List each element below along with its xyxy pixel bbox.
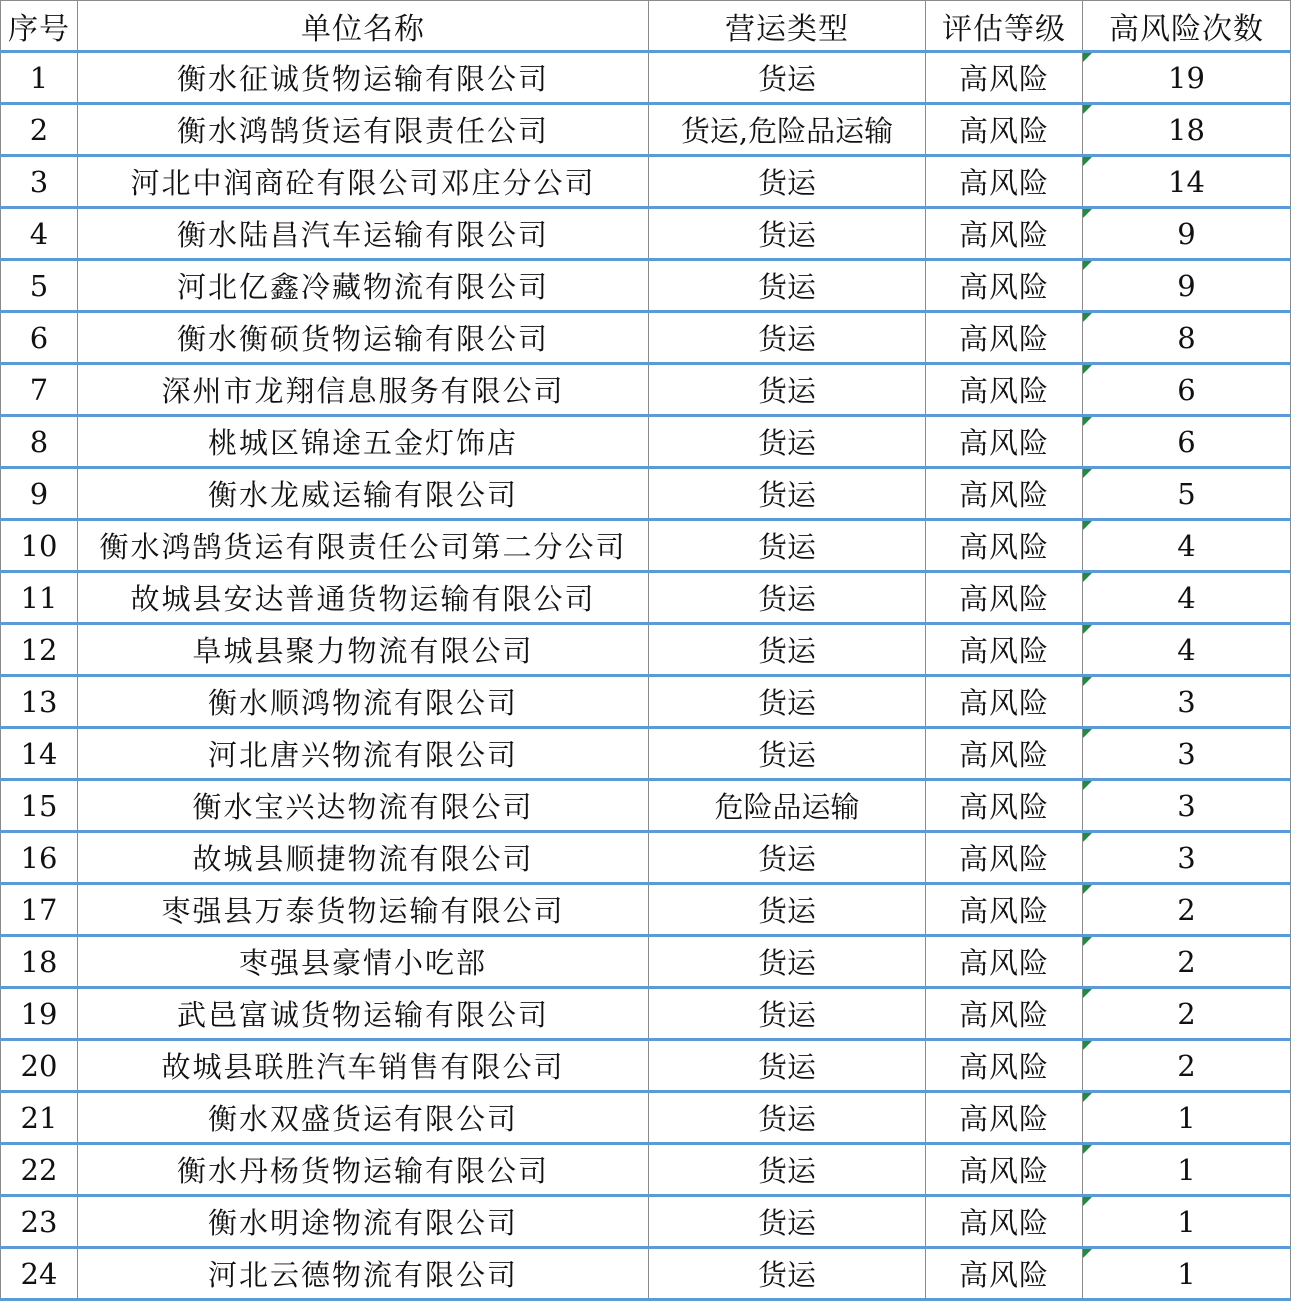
cell-unit-name: 枣强县万泰货物运输有限公司 [78, 884, 649, 936]
comment-indicator-icon [1083, 781, 1092, 790]
cell-assessment-level: 高风险 [926, 104, 1083, 156]
table-row [1, 936, 1291, 988]
count-value: 3 [1177, 736, 1196, 771]
cell-unit-name: 枣强县豪情小吃部 [78, 936, 649, 988]
cell-unit-name: 武邑富诚货物运输有限公司 [78, 988, 649, 1040]
count-value: 1 [1177, 1152, 1196, 1187]
cell-assessment-level: 高风险 [926, 156, 1083, 208]
cell-assessment-level: 高风险 [926, 1248, 1083, 1300]
cell-index: 10 [1, 520, 78, 572]
count-value: 8 [1177, 320, 1196, 355]
cell-assessment-level: 高风险 [926, 728, 1083, 780]
cell-operation-type: 货运 [649, 728, 926, 780]
cell-high-risk-count [1083, 520, 1291, 572]
count-value: 9 [1177, 216, 1196, 251]
cell-high-risk-count [1083, 624, 1291, 676]
cell-index: 7 [1, 364, 78, 416]
cell-unit-name: 衡水鸿鹄货运有限责任公司第二分公司 [78, 520, 649, 572]
count-value: 9 [1177, 268, 1196, 303]
cell-high-risk-count [1083, 52, 1291, 104]
cell-operation-type: 货运 [649, 156, 926, 208]
cell-index: 3 [1, 156, 78, 208]
cell-operation-type: 货运 [649, 364, 926, 416]
count-value: 2 [1177, 996, 1196, 1031]
comment-indicator-icon [1083, 729, 1092, 738]
table-row [1, 416, 1291, 468]
count-value: 18 [1168, 112, 1205, 147]
cell-index: 22 [1, 1144, 78, 1196]
cell-assessment-level: 高风险 [926, 988, 1083, 1040]
count-value: 4 [1177, 528, 1196, 563]
cell-unit-name: 河北中润商砼有限公司邓庄分公司 [78, 156, 649, 208]
cell-high-risk-count [1083, 364, 1291, 416]
table-row [1, 52, 1291, 104]
comment-indicator-icon [1083, 209, 1092, 218]
table-row [1, 104, 1291, 156]
table-row [1, 1144, 1291, 1196]
count-value: 2 [1177, 1048, 1196, 1083]
cell-unit-name: 河北亿鑫冷藏物流有限公司 [78, 260, 649, 312]
cell-operation-type: 货运 [649, 468, 926, 520]
cell-assessment-level: 高风险 [926, 1092, 1083, 1144]
cell-operation-type: 货运 [649, 1248, 926, 1300]
cell-high-risk-count [1083, 572, 1291, 624]
cell-high-risk-count [1083, 884, 1291, 936]
header-index: 序号 [1, 1, 78, 52]
cell-assessment-level: 高风险 [926, 676, 1083, 728]
cell-index: 16 [1, 832, 78, 884]
cell-index: 21 [1, 1092, 78, 1144]
count-value: 1 [1177, 1204, 1196, 1239]
cell-unit-name: 衡水宝兴达物流有限公司 [78, 780, 649, 832]
table-row [1, 1040, 1291, 1092]
count-value: 1 [1177, 1256, 1196, 1291]
cell-index: 15 [1, 780, 78, 832]
cell-high-risk-count [1083, 728, 1291, 780]
cell-assessment-level: 高风险 [926, 624, 1083, 676]
comment-indicator-icon [1083, 157, 1092, 166]
table-row [1, 1092, 1291, 1144]
cell-index: 2 [1, 104, 78, 156]
cell-high-risk-count [1083, 780, 1291, 832]
cell-high-risk-count [1083, 156, 1291, 208]
count-value: 3 [1177, 840, 1196, 875]
cell-operation-type: 货运 [649, 676, 926, 728]
cell-assessment-level: 高风险 [926, 572, 1083, 624]
cell-index: 23 [1, 1196, 78, 1248]
comment-indicator-icon [1083, 417, 1092, 426]
table-row [1, 572, 1291, 624]
cell-operation-type: 货运 [649, 312, 926, 364]
comment-indicator-icon [1083, 521, 1092, 530]
count-value: 6 [1177, 424, 1196, 459]
cell-high-risk-count [1083, 416, 1291, 468]
count-value: 5 [1177, 476, 1196, 511]
table-row [1, 884, 1291, 936]
header-assessment-level: 评估等级 [926, 1, 1083, 52]
cell-operation-type: 货运 [649, 988, 926, 1040]
cell-index: 24 [1, 1248, 78, 1300]
cell-unit-name: 衡水丹杨货物运输有限公司 [78, 1144, 649, 1196]
cell-index: 4 [1, 208, 78, 260]
comment-indicator-icon [1083, 1041, 1092, 1050]
cell-high-risk-count [1083, 208, 1291, 260]
cell-operation-type: 货运,危险品运输 [649, 104, 926, 156]
cell-index: 20 [1, 1040, 78, 1092]
comment-indicator-icon [1083, 1249, 1092, 1258]
cell-unit-name: 河北唐兴物流有限公司 [78, 728, 649, 780]
comment-indicator-icon [1083, 885, 1092, 894]
count-value: 6 [1177, 372, 1196, 407]
cell-index: 5 [1, 260, 78, 312]
cell-operation-type: 货运 [649, 52, 926, 104]
count-value: 3 [1177, 684, 1196, 719]
cell-operation-type: 货运 [649, 936, 926, 988]
cell-high-risk-count [1083, 676, 1291, 728]
cell-operation-type: 货运 [649, 572, 926, 624]
comment-indicator-icon [1083, 625, 1092, 634]
cell-index: 12 [1, 624, 78, 676]
table-row [1, 364, 1291, 416]
table-row [1, 780, 1291, 832]
count-value: 3 [1177, 788, 1196, 823]
cell-index: 1 [1, 52, 78, 104]
cell-assessment-level: 高风险 [926, 52, 1083, 104]
cell-assessment-level: 高风险 [926, 1196, 1083, 1248]
cell-assessment-level: 高风险 [926, 260, 1083, 312]
cell-high-risk-count [1083, 468, 1291, 520]
count-value: 2 [1177, 944, 1196, 979]
header-row [1, 1, 1291, 52]
cell-operation-type: 货运 [649, 884, 926, 936]
header-high-risk-count: 高风险次数 [1083, 1, 1291, 52]
cell-unit-name: 衡水鸿鹄货运有限责任公司 [78, 104, 649, 156]
cell-assessment-level: 高风险 [926, 520, 1083, 572]
comment-indicator-icon [1083, 105, 1092, 114]
cell-assessment-level: 高风险 [926, 1040, 1083, 1092]
cell-high-risk-count [1083, 260, 1291, 312]
table-row [1, 988, 1291, 1040]
comment-indicator-icon [1083, 365, 1092, 374]
count-value: 4 [1177, 580, 1196, 615]
cell-index: 9 [1, 468, 78, 520]
table-row [1, 728, 1291, 780]
count-value: 4 [1177, 632, 1196, 667]
cell-index: 18 [1, 936, 78, 988]
cell-unit-name: 河北云德物流有限公司 [78, 1248, 649, 1300]
cell-high-risk-count [1083, 936, 1291, 988]
table-row [1, 624, 1291, 676]
cell-assessment-level: 高风险 [926, 312, 1083, 364]
cell-index: 17 [1, 884, 78, 936]
table-row [1, 1196, 1291, 1248]
cell-operation-type: 货运 [649, 520, 926, 572]
cell-operation-type: 货运 [649, 832, 926, 884]
cell-high-risk-count [1083, 1144, 1291, 1196]
table-row [1, 312, 1291, 364]
cell-assessment-level: 高风险 [926, 1144, 1083, 1196]
comment-indicator-icon [1083, 261, 1092, 270]
cell-assessment-level: 高风险 [926, 936, 1083, 988]
cell-high-risk-count [1083, 988, 1291, 1040]
cell-unit-name: 故城县联胜汽车销售有限公司 [78, 1040, 649, 1092]
table-row [1, 1248, 1291, 1300]
cell-high-risk-count [1083, 104, 1291, 156]
cell-assessment-level: 高风险 [926, 832, 1083, 884]
cell-operation-type: 货运 [649, 1144, 926, 1196]
cell-assessment-level: 高风险 [926, 416, 1083, 468]
cell-unit-name: 衡水明途物流有限公司 [78, 1196, 649, 1248]
cell-unit-name: 故城县安达普通货物运输有限公司 [78, 572, 649, 624]
cell-high-risk-count [1083, 1248, 1291, 1300]
comment-indicator-icon [1083, 1093, 1092, 1102]
cell-assessment-level: 高风险 [926, 468, 1083, 520]
header-unit-name: 单位名称 [78, 1, 649, 52]
cell-operation-type: 货运 [649, 624, 926, 676]
cell-unit-name: 衡水衡硕货物运输有限公司 [78, 312, 649, 364]
comment-indicator-icon [1083, 1145, 1092, 1154]
count-value: 19 [1168, 60, 1205, 95]
cell-index: 19 [1, 988, 78, 1040]
comment-indicator-icon [1083, 53, 1092, 62]
header-operation-type: 营运类型 [649, 1, 926, 52]
table-body [1, 52, 1291, 1300]
cell-unit-name: 衡水双盛货运有限公司 [78, 1092, 649, 1144]
cell-index: 11 [1, 572, 78, 624]
comment-indicator-icon [1083, 1197, 1092, 1206]
cell-operation-type: 危险品运输 [649, 780, 926, 832]
cell-index: 6 [1, 312, 78, 364]
cell-index: 13 [1, 676, 78, 728]
cell-unit-name: 衡水陆昌汽车运输有限公司 [78, 208, 649, 260]
cell-unit-name: 衡水顺鸿物流有限公司 [78, 676, 649, 728]
comment-indicator-icon [1083, 313, 1092, 322]
cell-operation-type: 货运 [649, 1092, 926, 1144]
cell-unit-name: 衡水征诚货物运输有限公司 [78, 52, 649, 104]
comment-indicator-icon [1083, 573, 1092, 582]
count-value: 14 [1168, 164, 1205, 199]
cell-assessment-level: 高风险 [926, 208, 1083, 260]
table-row [1, 520, 1291, 572]
table-row [1, 832, 1291, 884]
cell-high-risk-count [1083, 1196, 1291, 1248]
table-row [1, 676, 1291, 728]
cell-operation-type: 货运 [649, 260, 926, 312]
comment-indicator-icon [1083, 989, 1092, 998]
cell-unit-name: 衡水龙威运输有限公司 [78, 468, 649, 520]
cell-unit-name: 阜城县聚力物流有限公司 [78, 624, 649, 676]
cell-assessment-level: 高风险 [926, 780, 1083, 832]
table-row [1, 208, 1291, 260]
cell-high-risk-count [1083, 832, 1291, 884]
cell-unit-name: 深州市龙翔信息服务有限公司 [78, 364, 649, 416]
cell-assessment-level: 高风险 [926, 364, 1083, 416]
cell-high-risk-count [1083, 1092, 1291, 1144]
cell-operation-type: 货运 [649, 208, 926, 260]
comment-indicator-icon [1083, 937, 1092, 946]
cell-operation-type: 货运 [649, 1040, 926, 1092]
table-row [1, 156, 1291, 208]
comment-indicator-icon [1083, 469, 1092, 478]
cell-operation-type: 货运 [649, 416, 926, 468]
cell-unit-name: 故城县顺捷物流有限公司 [78, 832, 649, 884]
comment-indicator-icon [1083, 833, 1092, 842]
cell-unit-name: 桃城区锦途五金灯饰店 [78, 416, 649, 468]
count-value: 2 [1177, 892, 1196, 927]
cell-index: 8 [1, 416, 78, 468]
table-row [1, 260, 1291, 312]
cell-index: 14 [1, 728, 78, 780]
cell-assessment-level: 高风险 [926, 884, 1083, 936]
count-value: 1 [1177, 1100, 1196, 1135]
cell-operation-type: 货运 [649, 1196, 926, 1248]
comment-indicator-icon [1083, 677, 1092, 686]
table-row [1, 468, 1291, 520]
cell-high-risk-count [1083, 312, 1291, 364]
cell-high-risk-count [1083, 1040, 1291, 1092]
